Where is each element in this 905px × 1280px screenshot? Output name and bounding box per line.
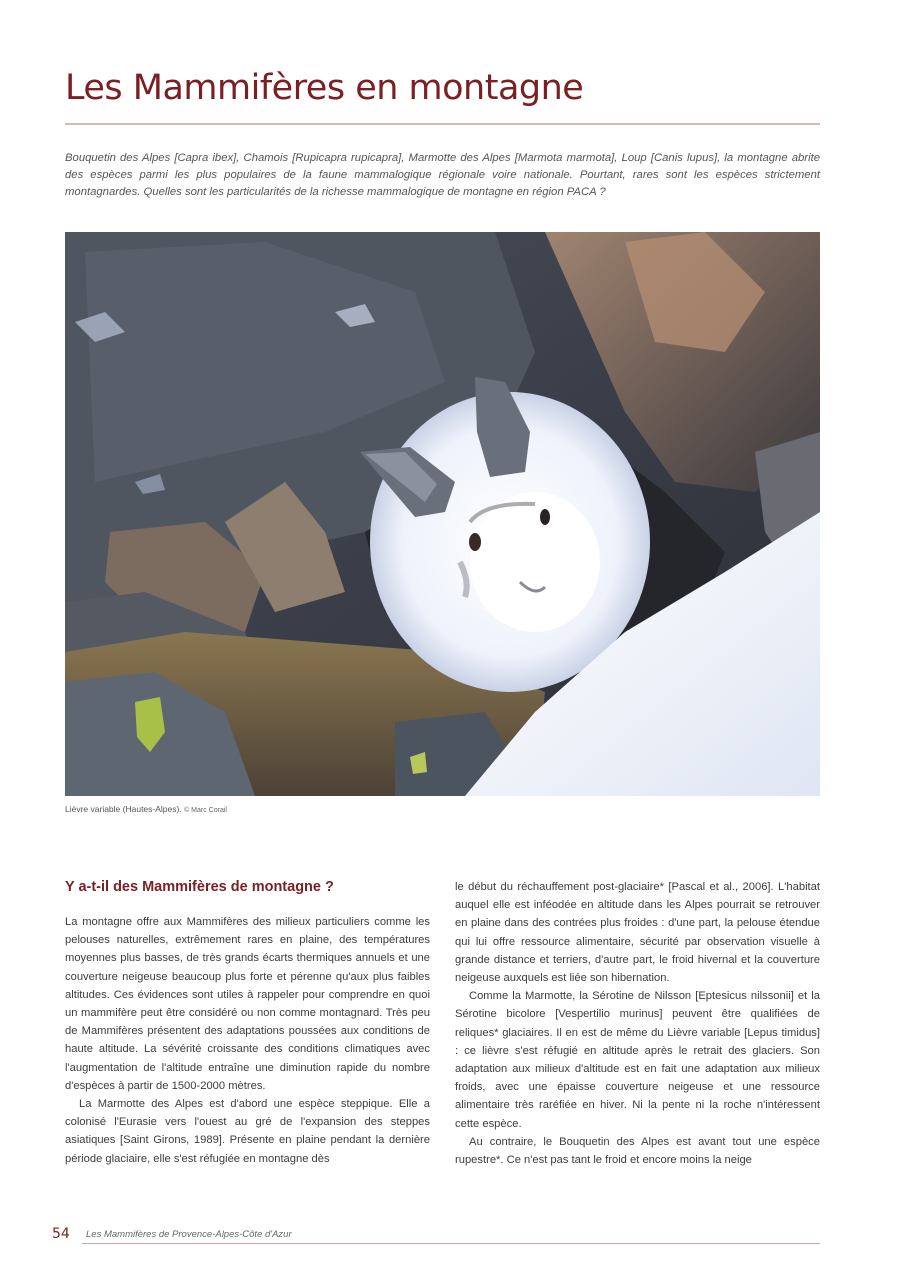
page-number: 54 [52,1226,70,1242]
paragraph: La Marmotte des Alpes est d'abord une espèce steppique. Elle a colonisé l'Eurasie vers l'ouest au gré de l'expansion des steppes asiatiques [Saint Girons, 1989]. Présente en plaine pendant la dernière période glaciaire, elle s'est réfugiée en montagne dès [65,1098,430,1165]
photo-caption [65,804,227,814]
running-title: Les Mammifères de Provence-Alpes-Côte d'Azur [86,1229,292,1240]
photo-credit: © Marc Corail [184,807,227,814]
page-footer [52,1226,820,1246]
paragraph: La montagne offre aux Mammifères des milieux particuliers comme les pelouses naturelles, extrêmement rares en plaine, des températures moyennes plus basses, de très grands écarts thermiques annuels et une couverture neigeuse beaucoup plus forte et pérenne qu'aux plus faibles altitudes. Ces évidences sont utiles à rappeler pour comprendre en quoi un mammifère peut être considéré ou non comme montagnard. Très peu de Mammifères présentent des adaptations poussées aux conditions de haute altitude. La sévérité croissante des conditions climatiques avec l'augmentation de l'altitude entraîne une diminution rapide du nombre d'espèces à partir de 1500-2000 mètres. [65,916,430,1092]
paragraph: Au contraire, le Bouquetin des Alpes est avant tout une espèce rupestre*. Ce n'est pas tant le froid et encore moins la neige [455,1135,820,1167]
text-column-left [65,878,430,1168]
page-title: Les Mammifères en montagne [65,68,584,108]
paragraph: Comme la Marmotte, la Sérotine de Nilsson [Eptesicus nilssonii] et la Sérotine bicolore [Vespertilio murinus] peuvent être qualifiées de reliques* glaciaires. Il en est de même du Lièvre variable [Lepus timidus] : ce lièvre s'est réfugié en altitude après le retrait des glaciers. Son adaptation aux milieux d'altitude est en fait une adaptation aux milieux froids, avec une épaisse couverture neigeuse et une ressource alimentaire très raréfiée en hiver. Ni la pente ni la roche n'intéressent cette espèce. [455,990,820,1130]
paragraph: le début du réchauffement post-glaciaire* [Pascal et al., 2006]. L'habitat auquel elle est inféodée en altitude dans les Alpes pourrait se retrouver en plaine dans des contrées plus froides : d'une part, la pelouse étendue qui lui offre ressource alimentaire, sécurité par observation visuelle à grande distance et terriers, d'autre part, le froid hivernal et la couverture neigeuse auxquels est liée son hibernation. [455,881,820,985]
section-heading: Y a-t-il des Mammifères de montagne ? [65,879,334,895]
text-column-right [455,878,820,1169]
footer-divider [82,1243,820,1244]
caption-text: Lièvre variable (Hautes-Alpes). [65,804,182,814]
intro-paragraph: Bouquetin des Alpes [Capra ibex], Chamois [Rupicapra rupicapra], Marmotte des Alpes [Marmota marmota], Loup [Canis lupus], la montagne abrite des espèces parmi les plus populaires de la faune mammalogique régionale voire nationale. Pourtant, rares sont les espèces strictement montagnardes. Quelles sont les particularités de la richesse mammalogique de montagne en région PACA ? [65,152,820,198]
title-divider [65,123,820,125]
hare-photo [65,232,820,796]
